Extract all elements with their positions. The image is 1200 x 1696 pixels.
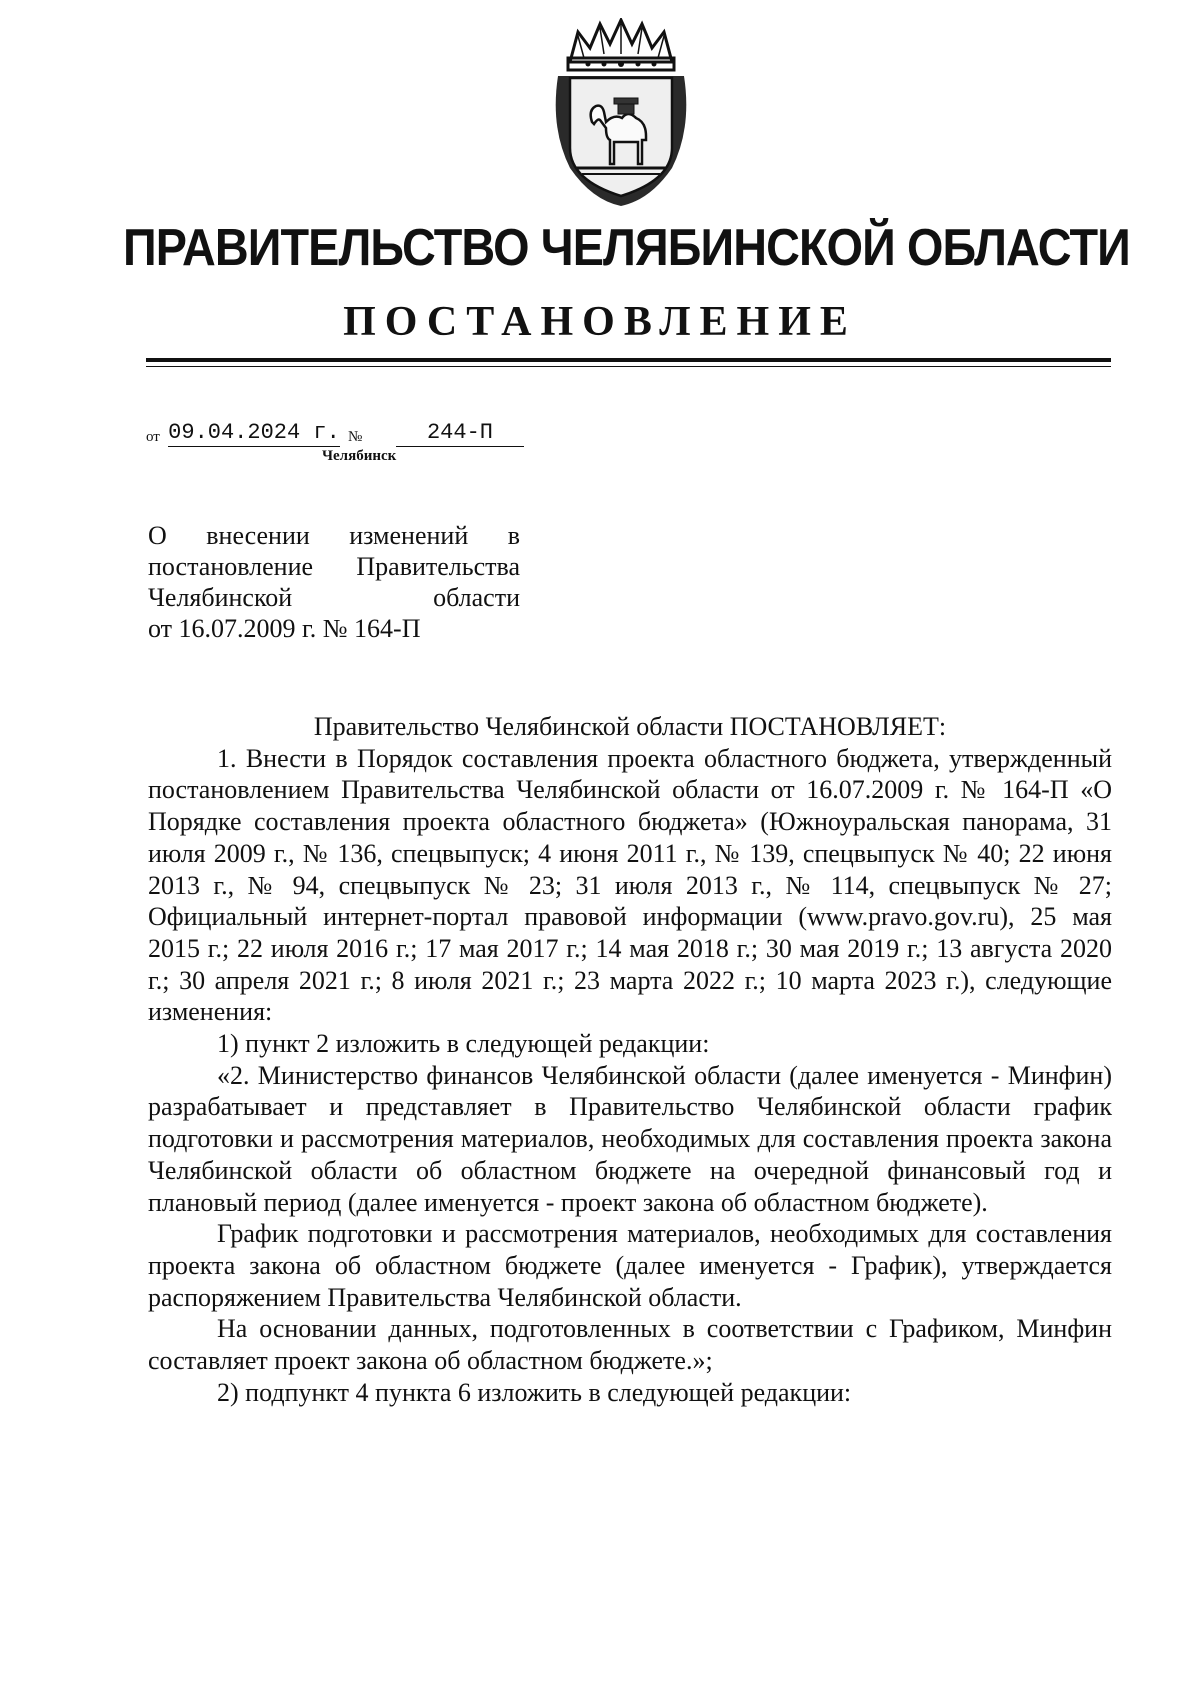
subject-line: О внесении изменений в: [148, 521, 520, 550]
paragraph: «2. Министерство финансов Челябинской области (далее именуется - Минфин) разрабатывает и представляет в Правительство Челябинской области график подготовки и рассмотрения материалов, необходимых для составления проекта закона Челябинской области об областном бюджете на очередной финансовый год и плановый период (далее именуется - проект закона об областном бюджете).: [148, 1060, 1112, 1217]
document-number: 244-П: [396, 420, 524, 447]
paragraph: 1) пункт 2 изложить в следующей редакции:: [217, 1029, 710, 1059]
subject-line: Челябинской области: [148, 583, 520, 612]
date-label: от: [146, 429, 160, 445]
subject-line: от 16.07.2009 г. № 164-П: [148, 614, 421, 643]
document-body: [148, 711, 1112, 1408]
document-type: ПОСТАНОВЛЕНИЕ: [343, 299, 857, 345]
resolution-intro: Правительство Челябинской области ПОСТАНОВЛЯЕТ:: [313, 712, 947, 741]
document-date: 09.04.2024 г.: [168, 420, 340, 445]
government-title: ПРАВИТЕЛЬСТВО ЧЕЛЯБИНСКОЙ ОБЛАСТИ: [123, 219, 1130, 277]
paragraph: График подготовки и рассмотрения материалов, необходимых для составления проекта закона об областном бюджете (далее именуется - График), утверждается распоряжением Правительства Челябинской области.: [148, 1219, 1112, 1312]
subject-line: постановление Правительства: [148, 552, 520, 581]
header-divider-thin: [146, 366, 1111, 367]
document-subject: [148, 520, 520, 644]
coat-of-arms-camel-icon: [548, 18, 694, 208]
header-divider: [146, 358, 1111, 362]
document-city: Челябинск: [322, 448, 397, 464]
paragraph: На основании данных, подготовленных в соответствии с Графиком, Минфин составляет проект закона об областном бюджете.»;: [148, 1314, 1112, 1376]
number-label: №: [348, 429, 363, 445]
paragraph: 1. Внести в Порядок составления проекта областного бюджета, утвержденный постановлением Правительства Челябинской области от 16.07.2009 г. № 164-П «О Порядке составления проекта областного бюджета» (Южноуральская панорама, 31 июля 2009 г., № 136, спецвыпуск; 4 июня 2011 г., № 139, спецвыпуск № 40; 22 июня 2013 г., № 94, спецвыпуск № 23; 31 июля 2013 г., № 114, спецвыпуск № 27; Официальный интернет-портал правовой информации (www.pravo.gov.ru), 25 мая 2015 г.; 22 июля 2016 г.; 17 мая 2017 г.; 14 мая 2018 г.; 30 мая 2019 г.; 13 августа 2020 г.; 30 апреля 2021 г.; 8 июля 2021 г.; 23 марта 2022 г.; 10 марта 2023 г.), следующие изменения:: [148, 743, 1112, 1027]
paragraph: 2) подпункт 4 пункта 6 изложить в следующей редакции:: [217, 1377, 852, 1407]
